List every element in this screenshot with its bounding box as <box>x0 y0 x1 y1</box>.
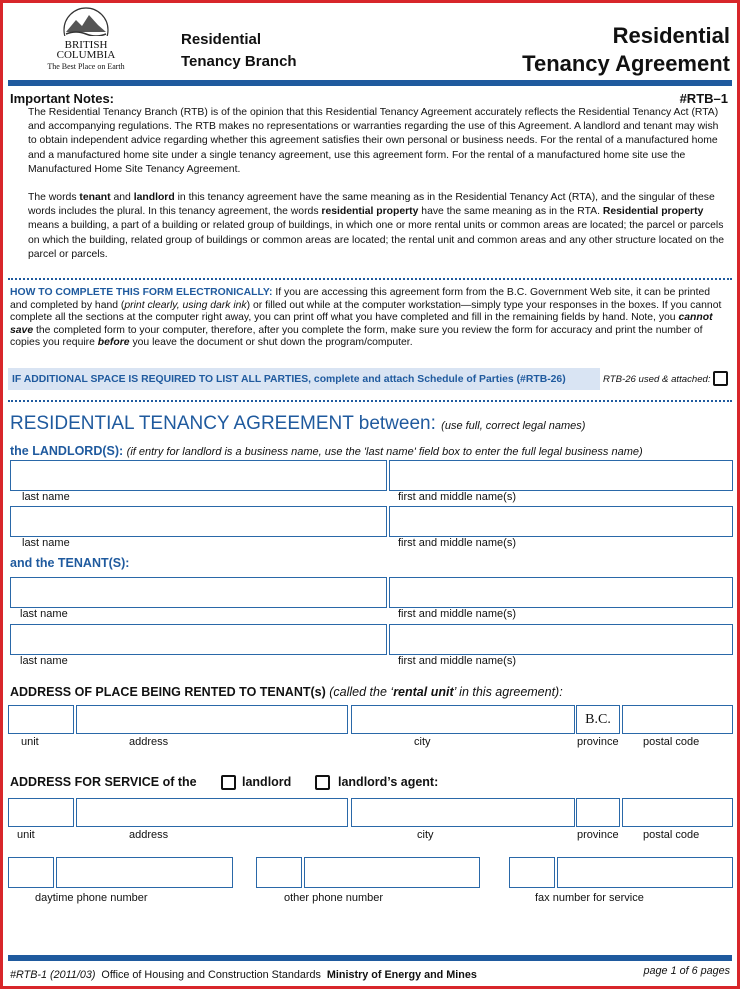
page-number: page 1 of 6 pages <box>643 965 730 977</box>
sun-mountain-icon <box>62 6 110 40</box>
service-unit-label: unit <box>17 829 35 841</box>
form-code: #RTB–1 <box>679 91 728 106</box>
rtb26-checkbox[interactable] <box>713 371 728 386</box>
service-postal-label: postal code <box>643 829 700 841</box>
other-phone-label: other phone number <box>284 892 384 904</box>
landlord-1-last-name-input[interactable] <box>10 460 387 491</box>
service-landlord-label: landlord <box>242 775 292 789</box>
service-address-heading: ADDRESS FOR SERVICE of the <box>10 775 197 789</box>
parties-bar-text: IF ADDITIONAL SPACE IS REQUIRED TO LIST ALL PARTIES, complete and attach Schedule of Parties (#RTB-26) <box>12 374 566 385</box>
service-landlord-checkbox[interactable] <box>221 775 236 790</box>
landlord-1-first-names-input[interactable] <box>389 460 733 491</box>
notes-paragraph-2: The words tenant and landlord in this tenancy agreement have the same meaning as in the Residential Tenancy Act (RTA), and the singular of these words includes the plural. In this tenancy agreement, the words residential property have the same meaning as in the RTA. Residential property means a building, a part of a building or related group of buildings, in which one or more rental units or common areas are located; the parcel or parcels on which the building, related group of buildings or common areas are located; the rental unit and common areas and any other structure located on the parcel or parcels. <box>28 192 725 260</box>
rental-unit-label: unit <box>21 736 39 748</box>
tenant-heading: and the TENANT(S): <box>10 556 130 570</box>
service-postal-input[interactable] <box>622 798 733 827</box>
service-city-label: city <box>417 829 434 841</box>
tenant-2-first-names-input[interactable] <box>389 624 733 655</box>
document-title <box>522 22 730 78</box>
title-line-1: Residential <box>612 23 730 48</box>
rental-city-label: city <box>414 736 431 748</box>
rental-postal-input[interactable] <box>622 705 733 734</box>
landlord-2-last-name-input[interactable] <box>10 506 387 537</box>
rtb26-label: RTB-26 used & attached: <box>603 374 711 385</box>
logo-line-1: BRITISH <box>64 39 108 51</box>
service-unit-input[interactable] <box>8 798 74 827</box>
rental-postal-label: postal code <box>643 736 700 748</box>
branch-name <box>181 29 297 73</box>
daytime-area-code-input[interactable] <box>8 857 54 888</box>
dotted-divider <box>8 278 732 280</box>
tenant-2-last-name-input[interactable] <box>10 624 387 655</box>
landlord-2-last-name-label: last name <box>22 537 70 549</box>
landlord-2-first-names-label: first and middle name(s) <box>398 537 516 549</box>
landlord-heading: the LANDLORD(S): (if entry for landlord is a business name, use the 'last name' field box to enter the full legal business name) <box>10 444 643 458</box>
rental-province-label: province <box>577 736 619 748</box>
service-province-input[interactable] <box>576 798 620 827</box>
tenant-1-first-names-label: first and middle name(s) <box>398 608 516 620</box>
landlord-2-first-names-input[interactable] <box>389 506 733 537</box>
fax-label: fax number for service <box>535 892 644 904</box>
service-agent-label: landlord’s agent: <box>338 775 439 789</box>
tenant-1-last-name-input[interactable] <box>10 577 387 608</box>
dotted-divider-2 <box>8 400 732 402</box>
landlord-1-last-name-label: last name <box>22 491 70 503</box>
landlord-1-first-names-label: first and middle name(s) <box>398 491 516 503</box>
tenant-1-last-name-label: last name <box>20 608 68 620</box>
service-address-input[interactable] <box>76 798 348 827</box>
service-province-label: province <box>577 829 619 841</box>
footer-text: #RTB-1 (2011/03) Office of Housing and Construction Standards Ministry of Energy and Mines <box>10 969 477 981</box>
service-agent-checkbox[interactable] <box>315 775 330 790</box>
fax-area-code-input[interactable] <box>509 857 555 888</box>
tenant-2-first-names-label: first and middle name(s) <box>398 655 516 667</box>
logo-line-2: COLUMBIA <box>56 49 116 61</box>
other-phone-input[interactable] <box>304 857 480 888</box>
daytime-phone-label: daytime phone number <box>35 892 148 904</box>
logo-tagline: The Best Place on Earth <box>47 62 125 71</box>
rental-city-input[interactable] <box>351 705 575 734</box>
branch-line-1: Residential <box>181 31 262 48</box>
tenant-2-last-name-label: last name <box>20 655 68 667</box>
howto-text: HOW TO COMPLETE THIS FORM ELECTRONICALLY: If you are accessing this agreement form from the B.C. Government Web site, it can be printed and completed by hand (print clearly, using dark ink) or filled out while at the computer workstation—simply type your responses in the boxes. If you cannot complete all the sections at the computer right away, you can print off what you have completed and fill in the remaining fields by hand. Note, you cannot save the completed form to your computer, therefore, after you complete the form, make sure you review the form for accuracy and print the number of copies you require before you leave the document or shut down the program/computer. <box>10 287 722 348</box>
branch-line-2: Tenancy Branch <box>181 53 297 70</box>
rental-address-label: address <box>129 736 169 748</box>
agreement-heading: RESIDENTIAL TENANCY AGREEMENT between: (use full, correct legal names) <box>10 413 586 434</box>
service-address-label: address <box>129 829 169 841</box>
service-city-input[interactable] <box>351 798 575 827</box>
notes-heading: Important Notes: <box>10 91 114 106</box>
rental-unit-input[interactable] <box>8 705 74 734</box>
other-area-code-input[interactable] <box>256 857 302 888</box>
tenant-1-first-names-input[interactable] <box>389 577 733 608</box>
title-line-2: Tenancy Agreement <box>522 51 730 76</box>
daytime-phone-input[interactable] <box>56 857 233 888</box>
bc-logo <box>34 6 138 76</box>
header-rule <box>8 80 732 86</box>
footer-rule <box>8 955 732 961</box>
notes-paragraph-1: The Residential Tenancy Branch (RTB) is of the opinion that this Residential Tenancy Agreement accurately reflects the Residential Tenancy Act (RTA) and accompanying regulations. The RTB makes no representations or warranties regarding the use of this Agreement. A landlord and tenant may wish to obtain independent advice regarding whether this agreement satisfies their own personal or business needs. For the rental of a manufactured home and a manufactured home site under a single tenancy agreement, use this agreement form. For the rental of a manufactured home site use the Manufactured Home Site Tenancy Agreement. <box>28 107 719 175</box>
rental-address-heading: ADDRESS OF PLACE BEING RENTED TO TENANT(s) (called the ‘rental unit’ in this agreement): <box>10 685 563 699</box>
rental-province-input[interactable]: B.C. <box>576 705 620 734</box>
fax-number-input[interactable] <box>557 857 733 888</box>
rental-address-input[interactable] <box>76 705 348 734</box>
